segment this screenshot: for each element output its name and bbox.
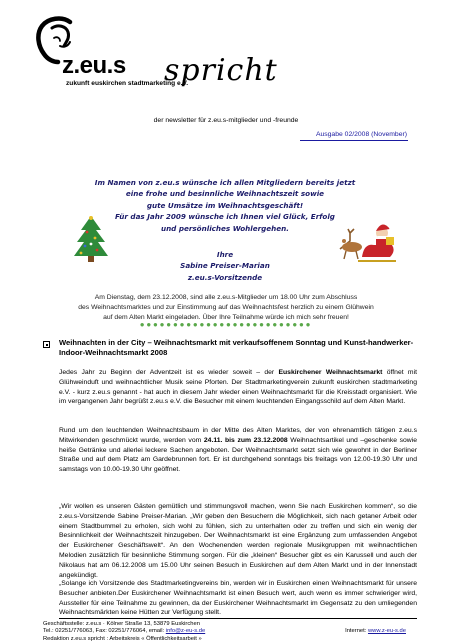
invitation-line: Am Dienstag, dem 23.12.2008, sind alle z.eu.s-Mitglieder um 18.00 Uhr zum Abschluss <box>94 294 358 301</box>
paragraph: „Wir wollen es unseren Gästen gemütlich und stimmungsvoll machen, wenn Sie nach Euskirchen kommen“, so die z.eu.s-Vorsitzende Sabine Preiser-Marian. „Wir geben den Besuchern die Möglichkeit, sich nach getaner Arbeit oder einem Stadtbummel zu erholen, sich wohl zu fühlen, sich zu unterhalten oder zu treffen und sich ein wenig der Besinnlichkeit der Weihnachtszeit hinzugeben. Der Weihnachtsmarkt ist eine Ergänzung zum umfassenden Angebot der Euskirchener Geschäftswelt“. An den Wochenenden werden regionale Musikgruppen mit weihnachtlichen Melodien zusätzlich für besinnliche Stimmung sorgen. Für die „kleinen“ Besucher gibt es ein Karussell und auch der Nikolaus hat am 06.12.2008 um 15.00 Uhr seinen Besuch in Euskirchen auf dem Alten Markt und in der Innenstadt angekündigt. <box>59 503 417 579</box>
greeting-text <box>75 177 375 234</box>
website-link[interactable]: www.z-eu-s.de <box>367 628 406 634</box>
paragraph: „Solange ich Vorsitzende des Stadtmarketingvereins bin, werden wir in Euskirchen einen Weihnachtsmarkt für unsere Besucher anbieten.Der Euskirchener Weihnachtsmarkt ist einen Besuch wert, auch wenn es immer schwieriger wird, Aussteller für eine Teilnahme zu gewinnen, da der Euskirchener Weihnachtsmarkt im Gegensatz zu den umliegenden Weihnachtsmärkten keine Hütten zur Verfügung stellt. <box>59 580 417 617</box>
invitation-line: des Weihnachtsmarktes und zur Einstimmung auf das Weihnachtsfest herzlich zu einem Glühwein <box>78 304 374 312</box>
paragraph-text: Weihnachtsartikel und –geschenke sowie heiße Getränke und allerlei leckere Sachen angeboten. Der Weihnachtsmarkt setzt sich wie gewohnt in der Berliner Straße und auf dem Platz am Gardebrunnen fort. Er ist durchgehend sonntags bis freitags von 12.00-19.30 Uhr und samstags von 10.00-19.30 Uhr geöffnet. <box>59 436 417 474</box>
christmas-tree-icon <box>73 214 109 264</box>
paragraph-highlight: 24.11. bis zum 23.12.2008 <box>203 436 288 444</box>
greeting-line: Für das Jahr 2009 wünsche ich Ihnen viel Glück, Erfolg <box>115 212 335 222</box>
santa-sleigh-icon <box>336 219 400 267</box>
greeting-line: und persönliches Wohlergehen. <box>160 223 290 233</box>
greeting-line: gute Umsätze im Weihnachtsgeschäft! <box>146 200 304 210</box>
paragraph-text: Rund um den leuchtenden Weihnachtsbaum in der Mitte des Alten Marktes, der von ehrenamtlich tätigen z.eu.s Mitwirkenden geschmückt wurde, werden vom <box>59 427 417 444</box>
newsletter-subtitle: der newsletter für z.eu.s-mitglieder und -freunde <box>153 117 299 124</box>
section-heading: Weihnachten in der City – Weihnachtsmarkt mit verkaufsoffenem Sonntag und Kunst-handwerker-Indoor-Weihnachtsmarkt 2008 <box>59 338 414 358</box>
tagline: zukunft euskirchen stadtmarketing e.V. <box>66 80 189 87</box>
signature-role: z.eu.s-Vorsitzende <box>187 272 263 282</box>
greeting-line: eine frohe und besinnliche Weihnachtszeit sowie <box>125 189 325 199</box>
issue-label: Ausgabe 02/2008 (November) <box>315 131 407 138</box>
signature-name: Sabine Preiser-Marian <box>180 261 270 271</box>
paragraph-text: Jedes Jahr zu Beginn der Adventzeit ist es wieder soweit – der <box>59 369 279 376</box>
paragraph <box>59 426 417 475</box>
signature-block <box>75 249 375 283</box>
internet-label: Internet: <box>345 628 368 634</box>
dotted-divider: ●●●●●●●●●●●●●●●●●●●●●●●●●● <box>139 320 313 329</box>
greeting-line: Im Namen von z.eu.s wünsche ich allen Mitgliedern bereits jetzt <box>94 178 356 187</box>
footer-internet <box>345 628 406 634</box>
section-bullet-icon <box>43 341 50 348</box>
issue-underline <box>300 140 408 141</box>
paragraph <box>59 368 417 407</box>
email-link[interactable]: info@z-eu-s.de <box>165 628 206 635</box>
brand-name: z.eu.s <box>62 52 126 79</box>
footer-rule <box>59 618 417 619</box>
newsletter-title: spricht <box>164 53 278 88</box>
signature-label: Ihre <box>216 250 234 259</box>
footer-line <box>43 628 205 635</box>
paragraph-text: öffnet mit Glühweinduft und weihnachtlicher Musik seine Pforten. Der Stadtmarketingverein zukunft euskirchen stadtmarketing e.V. - kurz z.eu.s genannt - hat auch in diesem Jahr wieder einen Weihnachtsmarkt für die Kreisstadt organisiert. Wie im vergangenen Jahr begrüßt z.eu.s e.V. die Besucher mit einem leuchtenden Eingangsschild auf dem Alten Markt. <box>59 369 417 406</box>
footer-line: Redaktion z.eu.s spricht : Arbeitskreis « Öffentlichkeitsarbeit » <box>43 635 202 642</box>
footer-contact: Tel.: 02251/776063, Fax: 02251/776064, email: <box>43 628 166 635</box>
footer-line: Geschäftsstelle: z.eu.s · Kölner Straße 13, 53879 Euskirchen <box>43 621 200 627</box>
invitation-line: auf dem Alten Markt eingeladen. Über Ihre Teilnahme würde ich mich sehr freuen! <box>103 314 349 322</box>
paragraph-highlight: Euskirchener Weihnachtsmarkt <box>278 369 383 376</box>
